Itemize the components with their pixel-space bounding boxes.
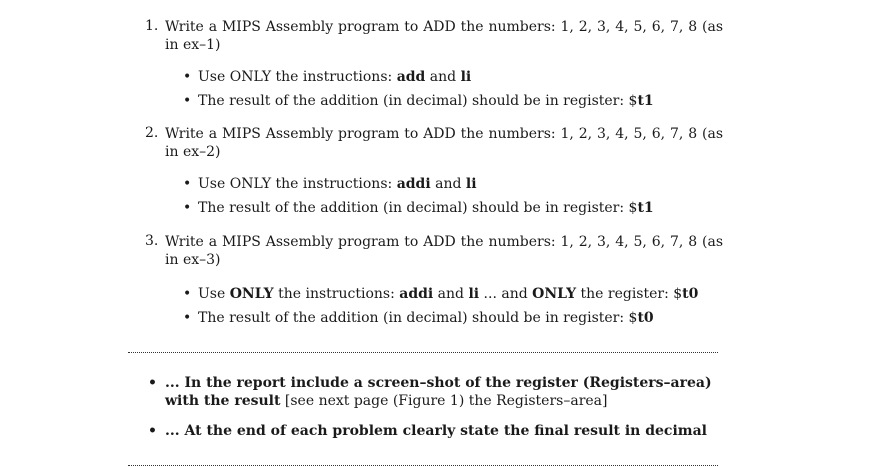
- bullet-glyph: •: [183, 69, 192, 85]
- note-screenshot: [148, 374, 728, 410]
- instruction-addi: addi: [396, 176, 431, 192]
- problem-number: 2.: [145, 125, 159, 141]
- problem-3: [145, 233, 723, 326]
- note-reference: [see next page (Figure 1) the Registers–area]: [280, 393, 608, 409]
- problem-bullets: [183, 68, 654, 116]
- bullet-result-register: • The result of the addition (in decimal) should be in register: $t0: [183, 310, 654, 326]
- dotted-separator: [128, 352, 718, 353]
- emphasis-only: ONLY: [229, 286, 274, 302]
- bullet-glyph: •: [183, 310, 192, 326]
- problem-bullets: [183, 175, 654, 223]
- bullet-glyph: •: [183, 286, 192, 302]
- instruction-addi: addi: [399, 286, 434, 302]
- bullet-glyph: •: [183, 176, 192, 192]
- instruction-li: li: [465, 176, 477, 192]
- bullet-glyph: •: [148, 423, 157, 439]
- bullet-result-register: • The result of the addition (in decimal) should be in register: $t1: [183, 93, 654, 109]
- register-name: t1: [637, 200, 654, 216]
- problem-number: 3.: [145, 233, 159, 249]
- note-text: ... At the end of each problem clearly state the final result in decimal: [165, 423, 707, 439]
- register-name: t1: [637, 93, 654, 109]
- emphasis-only: ONLY: [532, 286, 577, 302]
- problem-text: Write a MIPS Assembly program to ADD the numbers: 1, 2, 3, 4, 5, 6, 7, 8 (as in ex–1): [165, 19, 723, 53]
- bullet-glyph: •: [183, 93, 192, 109]
- bullet-instructions: • Use ONLY the instructions: add and li: [183, 69, 472, 85]
- dotted-separator: [128, 465, 718, 466]
- instruction-add: add: [396, 69, 426, 85]
- problem-1: [145, 18, 723, 109]
- bullet-instructions: • Use ONLY the instructions: addi and li: [183, 176, 477, 192]
- problem-bullets: [183, 285, 698, 333]
- problem-number: 1.: [145, 18, 159, 34]
- bullet-glyph: •: [183, 200, 192, 216]
- note-final-result: [148, 422, 728, 440]
- problem-text: Write a MIPS Assembly program to ADD the numbers: 1, 2, 3, 4, 5, 6, 7, 8 (as in ex–3): [165, 234, 723, 268]
- bullet-result-register: • The result of the addition (in decimal) should be in register: $t1: [183, 200, 654, 216]
- instruction-li: li: [468, 286, 480, 302]
- note-text: ... In the report include a screen–shot of the register (Registers–area) with the result: [165, 375, 712, 409]
- register-name: t0: [637, 310, 654, 326]
- instruction-li: li: [460, 69, 472, 85]
- problem-text: Write a MIPS Assembly program to ADD the numbers: 1, 2, 3, 4, 5, 6, 7, 8 (as in ex–2): [165, 126, 723, 160]
- bullet-instructions: • Use ONLY the instructions: addi and li ... and ONLY the register: $t0: [183, 286, 699, 302]
- problem-2: [145, 125, 723, 216]
- bullet-glyph: •: [148, 375, 157, 391]
- register-name: t0: [682, 286, 699, 302]
